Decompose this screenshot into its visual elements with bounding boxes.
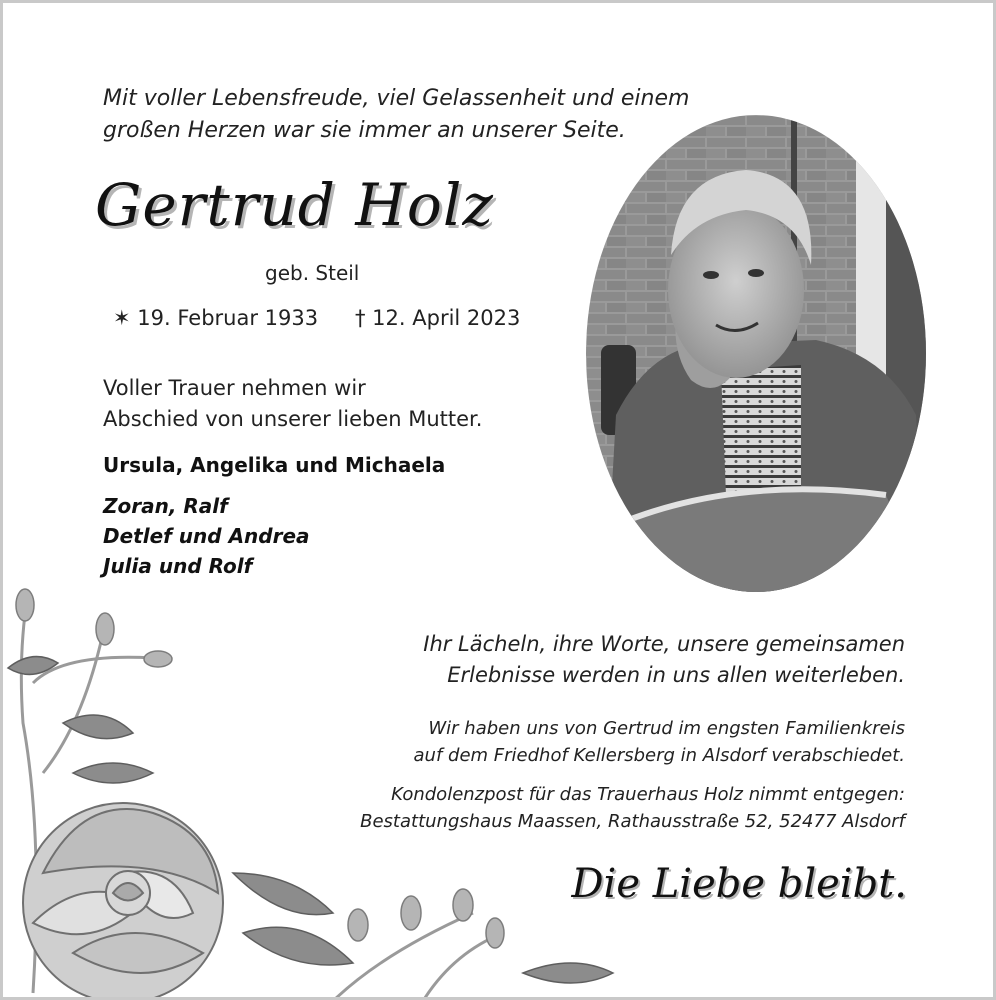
- family-children: Ursula, Angelika und Michaela: [103, 453, 446, 477]
- mourning-text: Voller Trauer nehmen wir Abschied von unserer lieben Mutter.: [103, 376, 483, 431]
- closing-phrase: Die Liebe bleibt.: [571, 861, 907, 907]
- portrait-photo: [586, 115, 926, 592]
- deceased-name: Gertrud Holz: [95, 171, 494, 239]
- birth-date: ✶ 19. Februar 1933: [113, 306, 319, 330]
- condolence-info: Kondolenzpost für das Trauerhaus Holz nimmt entgegen: Bestattungshaus Maassen, Rathausstraße 52, 52477 Alsdorf: [360, 784, 905, 832]
- birth-name: geb. Steil: [265, 261, 360, 285]
- remembrance-quote: Ihr Lächeln, ihre Worte, unsere gemeinsamen Erlebnisse werden in uns allen weiterleben.: [423, 632, 905, 687]
- intro-text: Mit voller Lebensfreude, viel Gelassenheit und einem großen Herzen war sie immer an unserer Seite.: [103, 86, 690, 143]
- death-date: † 12. April 2023: [355, 306, 521, 330]
- family-others: Zoran, Ralf Detlef und Andrea Julia und Rolf: [103, 494, 310, 578]
- farewell-info: Wir haben uns von Gertrud im engsten Familienkreis auf dem Friedhof Kellersberg in Alsdorf verabschiedet.: [413, 718, 905, 766]
